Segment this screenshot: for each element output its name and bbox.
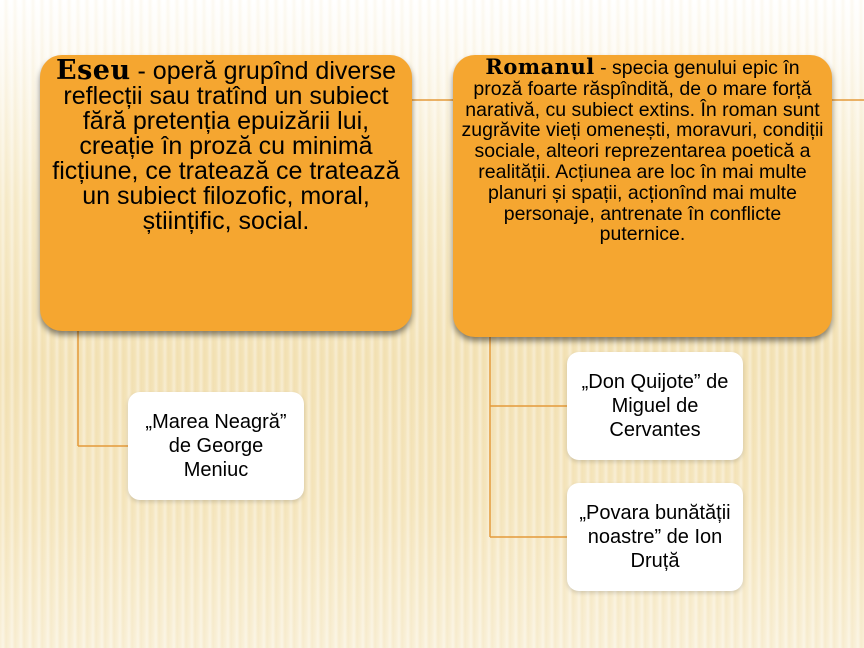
- example-box-don-quijote: [567, 352, 743, 460]
- concept-definition-romanul: - specia genului epic în proză foarte răspîndită, de o mare forță narativă, cu subiect extins. În roman sunt zugrăvite vieți omenești, moravuri, condiții sociale, alteori reprezentarea poetică a realității. Acțiunea are loc în mai multe planuri și spații, acționînd mai multe personaje, antrenate în conflicte puternice.: [461, 57, 824, 246]
- concept-term-eseu: Eseu: [55, 55, 131, 86]
- concept-box-eseu: [40, 55, 412, 331]
- example-text: „Povara bunătății noastre” de Ion Druță: [579, 502, 731, 572]
- example-box-marea-neagra: [128, 392, 304, 500]
- example-box-povara-bunatatii: [567, 483, 743, 591]
- example-text: „Marea Neagră” de George Meniuc: [145, 411, 287, 481]
- concept-definition-eseu: - operă grupînd diverse reflecții sau tratînd un subiect fără pretenția epuizării lui, creație în proză cu minimă ficțiune, ce tratează ce tratează un subiect filozofic, moral, științific, social.: [52, 57, 400, 235]
- concept-box-romanul: [453, 55, 832, 337]
- concept-term-romanul: Romanul: [485, 54, 595, 79]
- example-text: „Don Quijote” de Miguel de Cervantes: [581, 371, 729, 441]
